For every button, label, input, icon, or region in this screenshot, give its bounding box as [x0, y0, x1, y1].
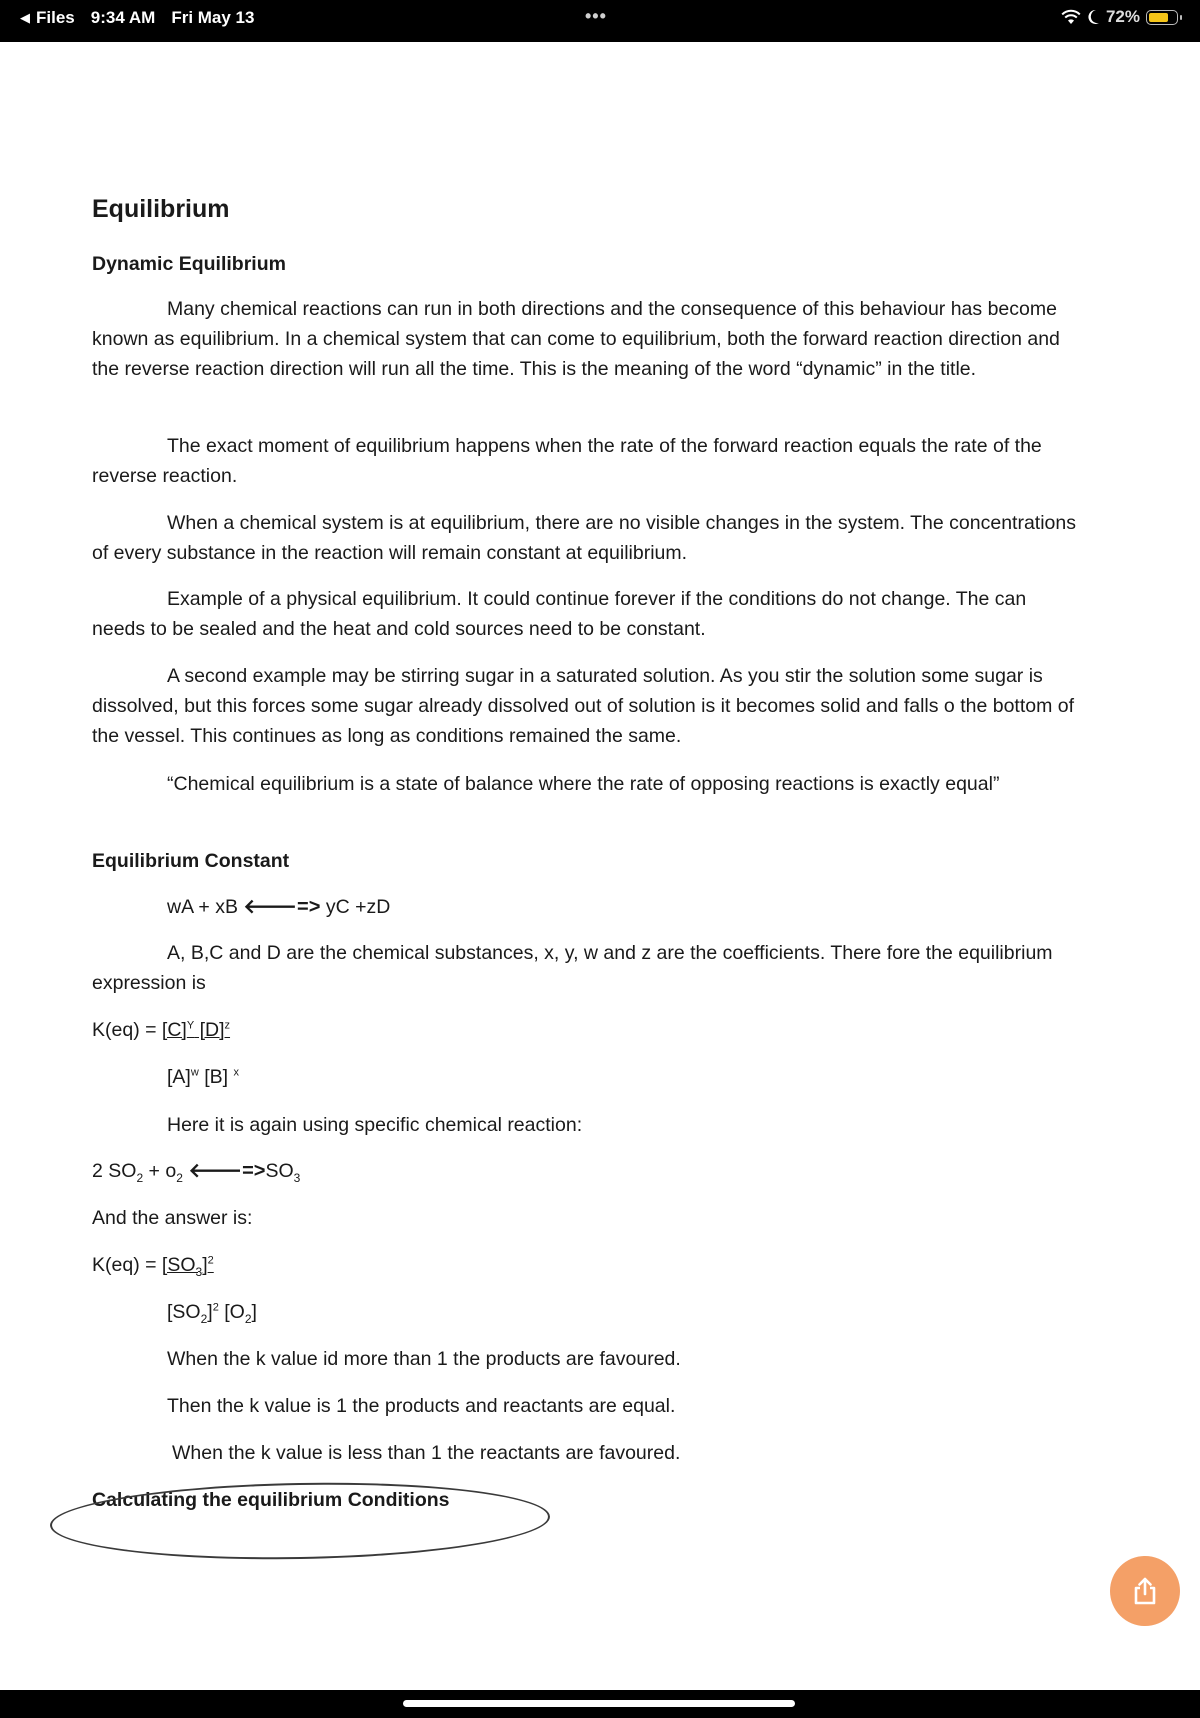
share-icon	[1131, 1576, 1159, 1606]
keq2-num-exp: 2	[207, 1254, 214, 1267]
rule-k-less-than-1: When the k value is less than 1 the reactants are favoured.	[172, 1442, 681, 1464]
eq2-so3: SO	[265, 1160, 294, 1182]
home-indicator[interactable]	[403, 1700, 795, 1707]
back-triangle-icon[interactable]: ◀	[20, 10, 30, 25]
keq2-den-so: [SO	[167, 1301, 201, 1323]
document-title: Equilibrium	[92, 195, 230, 223]
eq2-o2: + o	[143, 1160, 177, 1182]
keq2-num-bracket: ]	[202, 1254, 208, 1276]
battery-percent: 72%	[1105, 7, 1140, 26]
battery-icon	[1146, 10, 1178, 25]
paragraph-5: A second example may be stirring sugar in a saturated solution. As you stir the solution some sugar is dissolved, but this forces some sugar already dissolved out of solution is it becomes solid and falls o the bottom of the vessel. This continues as long as conditions remained the same.	[92, 665, 1075, 747]
paragraph-8: Here it is again using specific chemical reaction:	[167, 1114, 583, 1136]
keq-den-exp-w: w	[190, 1066, 199, 1079]
eq2-sub-2: 2	[176, 1170, 183, 1185]
paragraph-7: A, B,C and D are the chemical substances, x, y, w and z are the coefficients. There fore the equilibrium expression is	[92, 942, 1053, 994]
section-heading-equilibrium-constant: Equilibrium Constant	[92, 850, 290, 872]
keq-specific-numerator-line	[92, 1250, 214, 1280]
keq2-den-sub1: 2	[200, 1311, 208, 1326]
section-heading-dynamic-equilibrium: Dynamic Equilibrium	[92, 253, 286, 275]
eq2-so2: 2 SO	[92, 1160, 137, 1182]
rule-k-greater-than-1: When the k value id more than 1 the products are favoured.	[167, 1348, 681, 1370]
status-time: 9:34 AM	[90, 8, 156, 27]
paragraph-2: The exact moment of equilibrium happens when the rate of the forward reaction equals the rate of the reverse reaction.	[92, 435, 1042, 487]
paragraph-1: Many chemical reactions can run in both directions and the consequence of this behaviour has become known as equilibrium. In a chemical system that can come to equilibrium, both the forward reaction direction and the reverse reaction direction will run all the time. This is the meaning of the word “dynamic” in the title.	[92, 298, 1060, 380]
equilibrium-arrow-icon: 🡐=>	[243, 896, 321, 918]
keq2-den-o: [O	[218, 1301, 245, 1323]
keq-den-exp-x: x	[233, 1066, 239, 1079]
keq-num-d: [D]	[194, 1019, 225, 1041]
keq-num-exp-y: Y	[186, 1019, 195, 1032]
general-reaction-equation	[167, 892, 390, 922]
specific-reaction-equation	[92, 1156, 300, 1186]
equilibrium-arrow-2-icon: 🡐=>	[182, 1160, 266, 1182]
keq2-num-so: [SO	[161, 1254, 196, 1276]
multitasking-dots-icon[interactable]: •••	[585, 6, 607, 26]
keq2-den-sub2: 2	[244, 1311, 252, 1326]
eq2-sub-1: 2	[136, 1170, 144, 1185]
keq-general-numerator-line	[92, 1015, 230, 1045]
keq-num-exp-z: z	[224, 1019, 231, 1032]
status-right	[1055, 7, 1178, 27]
keq-den-a: [A]	[167, 1066, 191, 1088]
keq-num-c: [C]	[161, 1019, 187, 1041]
keq2-num-sub: 3	[195, 1264, 203, 1279]
keq-general-numerator	[162, 1019, 230, 1041]
section-heading-calculating-conditions: Calculating the equilibrium Conditions	[92, 1489, 450, 1511]
keq2-den-exp: 2	[212, 1301, 219, 1314]
eq1-left: wA + xB	[167, 896, 244, 918]
keq2-den-bracket: ]	[207, 1301, 213, 1323]
wifi-icon	[1061, 9, 1081, 25]
back-to-files-link[interactable]: Files	[36, 8, 75, 27]
keq-general-denominator	[167, 1062, 239, 1092]
paragraph-3: When a chemical system is at equilibrium, there are no visible changes in the system. The concentrations of every substance in the reaction will remain constant at equilibrium.	[92, 512, 1076, 564]
rule-k-equals-1: Then the k value is 1 the products and reactants are equal.	[167, 1395, 676, 1417]
keq-specific-denominator	[167, 1297, 257, 1327]
keq-specific-numerator	[161, 1254, 214, 1279]
keq-label-2: K(eq) =	[92, 1254, 162, 1276]
paragraph-9: And the answer is:	[92, 1207, 253, 1229]
keq-label: K(eq) =	[92, 1019, 162, 1041]
status-bar	[0, 0, 1200, 42]
paragraph-6: “Chemical equilibrium is a state of balance where the rate of opposing reactions is exactly equal”	[167, 773, 1000, 795]
paragraph-4: Example of a physical equilibrium. It could continue forever if the conditions do not change. The can needs to be sealed and the heat and cold sources need to be constant.	[92, 588, 1027, 640]
keq-den-b: [B]	[198, 1066, 234, 1088]
eq2-sub-3: 3	[293, 1170, 301, 1185]
status-date: Fri May 13	[171, 8, 255, 27]
status-left	[20, 8, 270, 28]
keq2-den-bracket2: ]	[251, 1301, 257, 1323]
moon-icon	[1087, 9, 1100, 25]
share-button[interactable]	[1110, 1556, 1180, 1626]
eq1-right: yC +zD	[320, 896, 391, 918]
